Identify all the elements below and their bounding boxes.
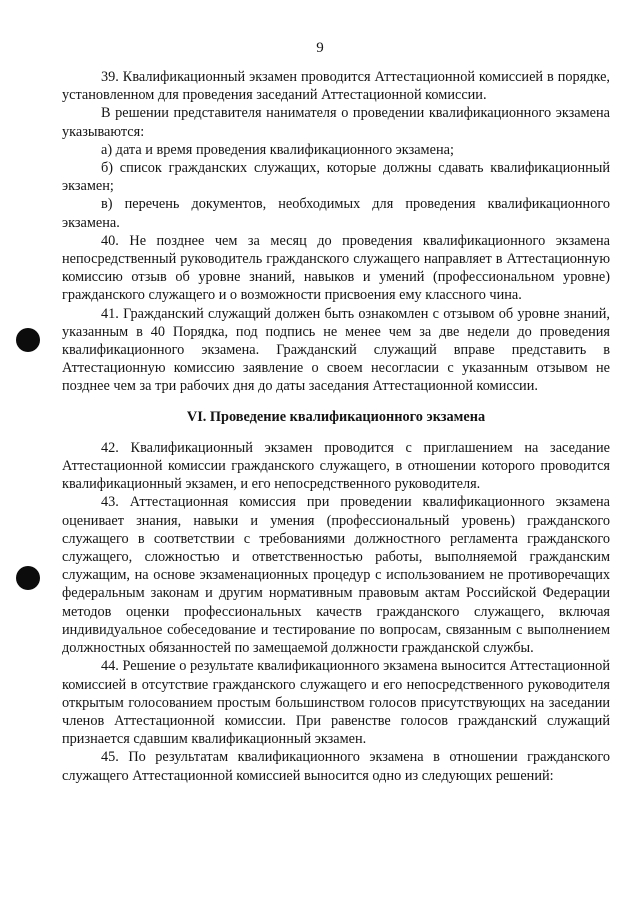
list-item-a: а) дата и время проведения квалификационного экзамена; <box>101 141 454 158</box>
paragraph-39: 39. Квалификационный экзамен проводится Аттестационной комиссией в порядке, установленном для проведения заседаний Аттестационной комиссии. <box>62 69 610 104</box>
paragraph-42: 42. Квалификационный экзамен проводится с приглашением на заседание Аттестационной комиссии гражданского служащего, в отношении которого проводится квалификационный экзамен, и его непосредственного руководителя. <box>62 439 610 493</box>
section-heading: VI. Проведение квалификационного экзамена <box>186 408 486 425</box>
punch-hole-lower <box>16 566 40 590</box>
paragraph-decision-intro: В решении представителя нанимателя о проведении квалификационного экзамена указываются: <box>62 105 610 140</box>
paragraph-43: 43. Аттестационная комиссия при проведении квалификационного экзамена оценивает знания, навыки и умения (профессиональный уровень) гражданского служащего в соответствии с требованиями должностного регламента гражданского служащего, сложностью и ответственностью работы, выполняемой гражданским служащим, на основе экзаменационных процедур с использованием не противоречащих федеральным законам и другим нормативным правовым актам Российской Федерации методов оценки профессиональных качеств гражданского служащего, включая индивидуальное собеседование и тестирование по вопросам, связанным с выполнением должностных обязанностей по замещаемой должности гражданской службы. <box>62 494 610 657</box>
paragraph-44: 44. Решение о результате квалификационного экзамена выносится Аттестационной комиссией в отсутствие гражданского служащего и его непосредственного руководителя открытым голосованием простым большинством голосов присутствующих на заседании членов Аттестационной комиссии. При равенстве голосов гражданский служащий признается сдавшим квалификационный экзамен. <box>62 658 610 748</box>
paragraph-41: 41. Гражданский служащий должен быть ознакомлен с отзывом об уровне знаний, указанным в 40 Порядка, под подпись не менее чем за две недели до проведения квалификационного экзамена. Гражданский служащий вправе представить в Аттестационную комиссию заявление о своем несогласии с указанным отзывом не позднее чем за три рабочих дня до даты заседания Аттестационной комиссии. <box>62 305 610 395</box>
punch-hole-upper <box>16 328 40 352</box>
document-body <box>62 68 610 785</box>
page-number: 9 <box>316 40 324 56</box>
list-item-b: б) список гражданских служащих, которые должны сдавать квалификационный экзамен; <box>62 160 610 195</box>
list-item-v: в) перечень документов, необходимых для проведения квалификационного экзамена. <box>62 196 610 231</box>
paragraph-40: 40. Не позднее чем за месяц до проведения квалификационного экзамена непосредственный руководитель гражданского служащего направляет в Аттестационную комиссию отзыв об уровне знаний, навыков и умений (профессиональном уровне) гражданского служащего и о возможности присвоения ему классного чина. <box>62 232 610 304</box>
paragraph-45: 45. По результатам квалификационного экзамена в отношении гражданского служащего Аттестационной комиссией выносится одно из следующих решений: <box>62 749 610 784</box>
